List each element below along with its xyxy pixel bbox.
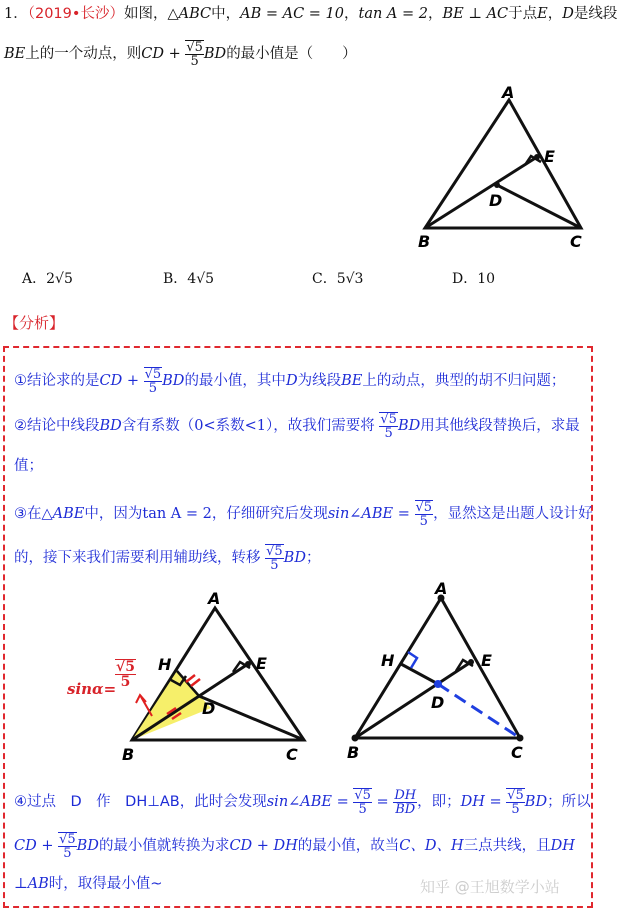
svg-text:H: H [381, 651, 395, 670]
label-e: E [544, 147, 555, 166]
analysis-point-4: ④过点 D 作 DH⊥AB，此时会发现sin∠ABE = $\frac{√5}{5}$ = $\frac{DH}{BD}$ ，即；DH = $\frac{√5}{5}$ BD；所以 [14, 787, 591, 817]
label-d: D [489, 191, 503, 210]
label-c: C [570, 232, 582, 251]
analysis-figure-right [335, 578, 555, 768]
fraction-sqrt5-over-5: $\frac{√5}{5}$ [186, 40, 203, 69]
svg-text:D: D [202, 699, 216, 718]
analysis-point-1: ①结论求的是CD + $\frac{√5}{5}$ BD的最小值，其中D为线段BE上的动点，典型的胡不归问题； [14, 367, 566, 396]
analysis-point-4-cont: CD + $\frac{√5}{5}$ BD的最小值就转换为求CD + DH的最小值，故当C、D、H三点共线，且DH [14, 832, 575, 861]
svg-text:D: D [431, 693, 445, 712]
question-triangle-figure [410, 80, 600, 255]
choice-d[interactable]: D．10 [452, 271, 496, 287]
sin-alpha-fraction: $\frac{√5}{5}$ [116, 659, 135, 690]
sin-alpha-label: sinα= [67, 680, 117, 698]
choice-b[interactable]: B．4√5 [163, 271, 215, 287]
svg-text:H: H [158, 655, 172, 674]
choice-a[interactable]: A．2√5 [22, 271, 73, 287]
analysis-point-2: ②结论中线段BD含有系数（0<系数<1），故我们需要将 $\frac{√5}{5}$ BD用其他线段替换后，求最 [14, 412, 580, 441]
question-number: 1． [4, 6, 28, 22]
analysis-point-3-cont: 的，接下来我们需要利用辅助线，转移 $\frac{√5}{5}$ BD； [14, 544, 321, 573]
svg-text:A: A [435, 579, 448, 598]
svg-text:B: B [122, 745, 135, 764]
analysis-point-2-cont: 值； [14, 458, 43, 474]
question-source: （2019•长沙） [27, 6, 124, 22]
analysis-figure-left [60, 578, 310, 768]
svg-text:C: C [511, 743, 523, 762]
question-line-2: BE上的一个动点，则CD + $\frac{√5}{5}$ BD的最小值是（ ） [4, 40, 357, 69]
svg-text:E: E [481, 651, 492, 670]
watermark: 知乎 @王旭数学小站 [420, 878, 560, 896]
analysis-point-3: ③在△ABE中，因为tan A = 2，仔细研究后发现sin∠ABE = $\frac{√5}{5}$ ，显然这是出题人设计好 [14, 500, 593, 529]
choice-c[interactable]: C．5√3 [312, 271, 364, 287]
question-line-1: 1．（2019•长沙）如图，△ABC中，AB = AC = 10，tan A = 2，BE ⊥ AC于点E，D是线段 [4, 6, 617, 22]
svg-text:C: C [286, 745, 298, 764]
analysis-heading: 【分析】 [4, 314, 65, 332]
dashed-dh-line [438, 684, 520, 738]
svg-text:B: B [347, 743, 360, 762]
svg-text:E: E [256, 654, 267, 673]
analysis-point-4-end: ⊥AB时，取得最小值~ [14, 876, 163, 892]
label-b: B [418, 232, 431, 251]
svg-text:A: A [208, 589, 221, 608]
label-a: A [502, 83, 515, 102]
